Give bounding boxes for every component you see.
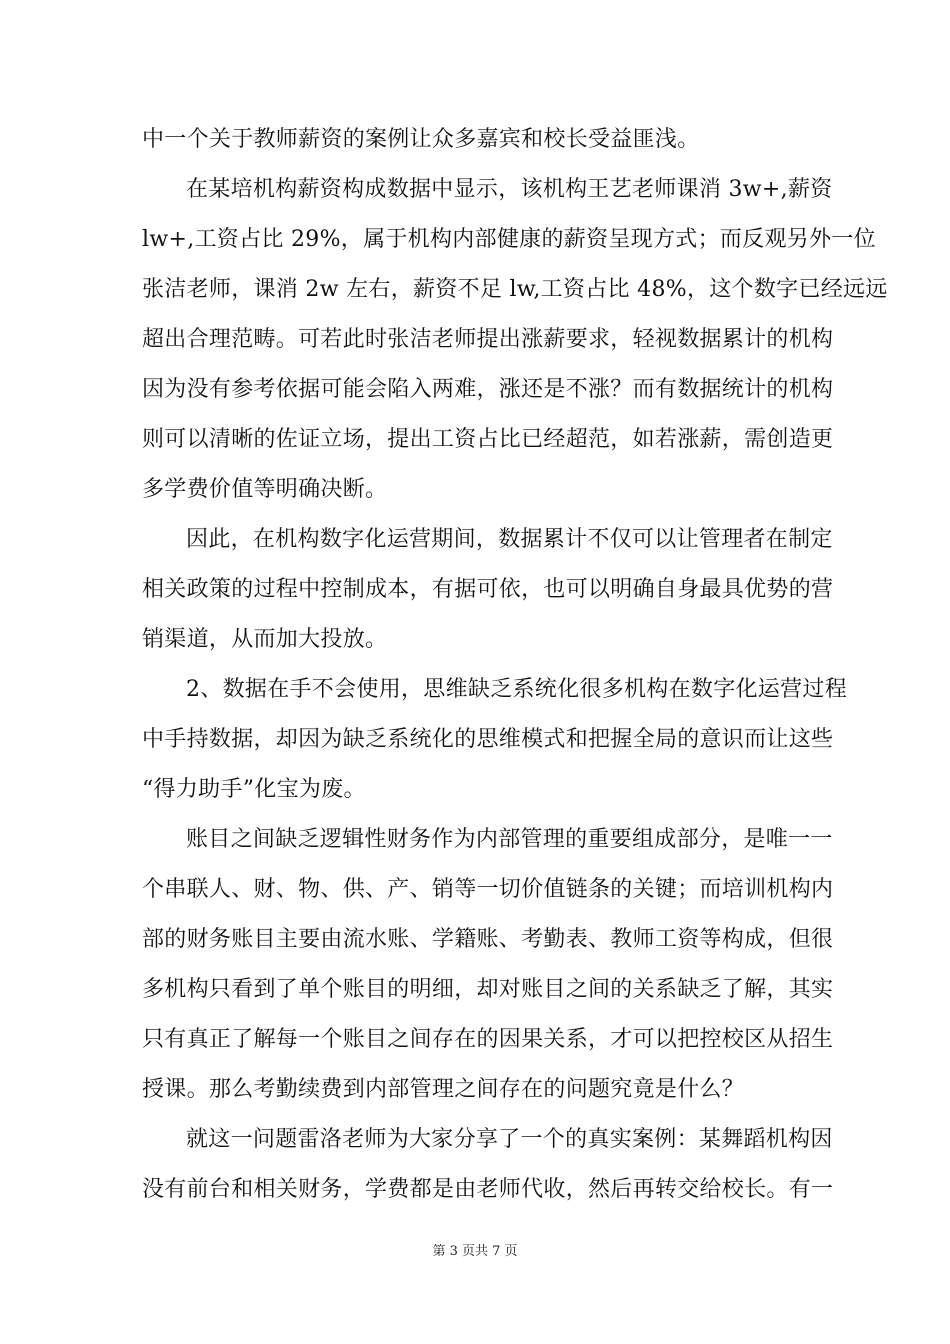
paragraph-line: 在某培机构薪资构成数据中显示，该机构王艺老师课消 3w+,薪资 — [186, 177, 833, 202]
page-number-footer: 第 3 页共 7 页 — [432, 1244, 518, 1259]
paragraph-line: 因此，在机构数字化运营期间，数据累计不仅可以让管理者在制定 — [186, 527, 833, 552]
paragraph-line: 授课。那么考勤续费到内部管理之间存在的问题究竟是什么？ — [142, 1077, 745, 1102]
paragraph-line: 销渠道，从而加大投放。 — [142, 627, 388, 652]
paragraph-line: 只有真正了解每一个账目之间存在的因果关系，才可以把控校区从招生 — [142, 1027, 834, 1052]
paragraph-line: 多机构只看到了单个账目的明细，却对账目之间的关系缺乏了解，其实 — [142, 977, 834, 1002]
paragraph-line: 中一个关于教师薪资的案例让众多嘉宾和校长受益匪浅。 — [142, 127, 700, 152]
paragraph-line: 2、数据在手不会使用，思维缺乏系统化很多机构在数字化运营过程 — [186, 677, 847, 702]
paragraph-line: 相关政策的过程中控制成本，有据可依，也可以明确自身最具优势的营 — [142, 577, 834, 602]
paragraph-line: 多学费价值等明确决断。 — [142, 477, 388, 502]
paragraph-line: 账目之间缺乏逻辑性财务作为内部管理的重要组成部分，是唯一一 — [186, 827, 833, 852]
paragraph-line: lw+,工资占比 29%，属于机构内部健康的薪资呈现方式；而反观另外一位 — [142, 227, 876, 252]
paragraph-line: 个串联人、财、物、供、产、销等一切价值链条的关键；而培训机构内 — [142, 877, 834, 902]
paragraph-line: 中手持数据，却因为缺乏系统化的思维模式和把握全局的意识而让这些 — [142, 727, 834, 752]
paragraph-line: 超出合理范畴。可若此时张洁老师提出涨薪要求，轻视数据累计的机构 — [142, 327, 834, 352]
paragraph-line: 则可以清晰的佐证立场，提出工资占比已经超范，如若涨薪，需创造更 — [142, 427, 834, 452]
paragraph-line: 就这一问题雷洛老师为大家分享了一个的真实案例：某舞蹈机构因 — [186, 1127, 833, 1152]
paragraph-line: 因为没有参考依据可能会陷入两难，涨还是不涨？而有数据统计的机构 — [142, 377, 834, 402]
paragraph-line: 部的财务账目主要由流水账、学籍账、考勤表、教师工资等构成，但很 — [142, 927, 834, 952]
paragraph-line: “得力助手”化宝为废。 — [142, 777, 366, 802]
paragraph-line: 没有前台和相关财务，学费都是由老师代收，然后再转交给校长。有一 — [142, 1177, 834, 1202]
paragraph-line: 张洁老师，课消 2w 左右，薪资不足 lw,工资占比 48%，这个数字已经远远 — [142, 277, 888, 302]
